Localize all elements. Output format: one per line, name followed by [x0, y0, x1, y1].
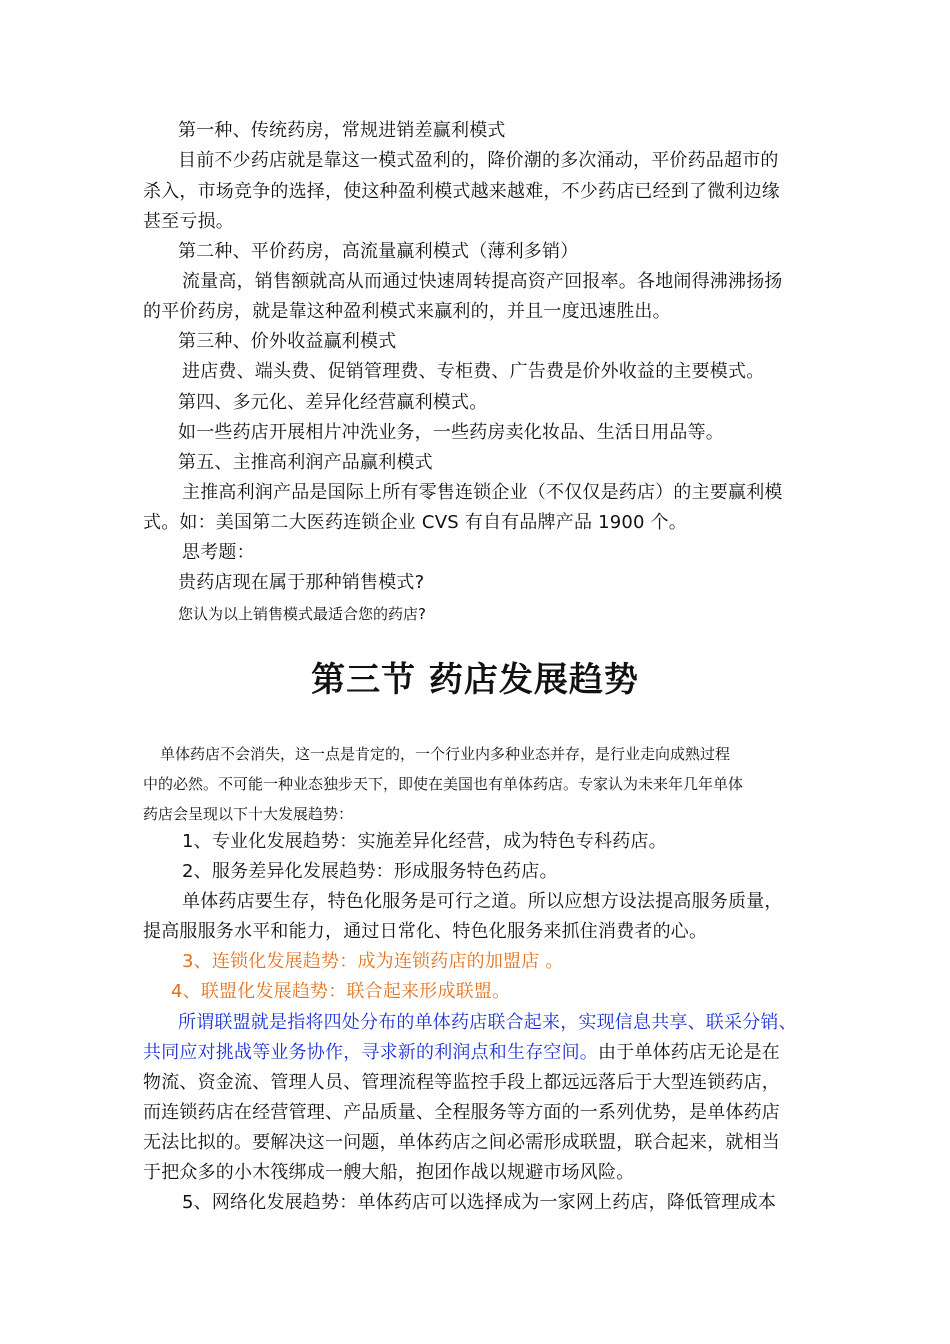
- model5-heading: 第五、主推高利润产品赢利模式: [178, 452, 433, 473]
- model1-body-line1: 目前不少药店就是靠这一模式盈利的，降价潮的多次涌动，平价药品超市的: [178, 150, 779, 171]
- model2-body-line2: 的平价药房，就是靠这种盈利模式来赢利的，并且一度迅速胜出。: [143, 301, 671, 322]
- intro-line2: 中的必然。不可能一种业态独步天下，即使在美国也有单体药店。专家认为未来年几年单体: [143, 775, 744, 793]
- trend4-mixed-line: [143, 1040, 780, 1066]
- model2-body-line1: 流量高，销售额就高从而通过快速周转提高资产回报率。各地闹得沸沸扬扬: [182, 271, 783, 292]
- trend-5: 5、网络化发展趋势：单体药店可以选择成为一家网上药店，降低管理成本: [182, 1192, 777, 1213]
- model1-body-line2: 杀入，市场竞争的选择，使这种盈利模式越来越难，不少药店已经到了微利边缘: [143, 181, 780, 202]
- trend4-body-line4: 于把众多的小木筏绑成一艘大船，抱团作战以规避市场风险。: [143, 1162, 635, 1183]
- intro-line1: 单体药店不会消失，这一点是肯定的，一个行业内多种业态并存，是行业走向成熟过程: [160, 745, 731, 763]
- trend4-blue-line1: 所谓联盟就是指将四处分布的单体药店联合起来，实现信息共享、联采分销、: [178, 1012, 797, 1033]
- trend2-body-line1: 单体药店要生存，特色化服务是可行之道。所以应想方设法提高服务质量，: [182, 891, 783, 912]
- model2-heading: 第二种、平价药房，高流量赢利模式（薄利多销）: [178, 241, 579, 262]
- model3-heading: 第三种、价外收益赢利模式: [178, 331, 397, 352]
- question-1: 贵药店现在属于那种销售模式?: [178, 572, 425, 593]
- model4-body: 如一些药店开展相片冲洗业务，一些药房卖化妆品、生活日用品等。: [178, 422, 724, 443]
- model5-body-line2: 式。如：美国第二大医药连锁企业 CVS 有自有品牌产品 1900 个。: [143, 512, 688, 533]
- trend4-black-line2: 由于单体药店无论是在: [598, 1042, 780, 1063]
- trend4-body-line2: 而连锁药店在经营管理、产品质量、全程服务等方面的一系列优势，是单体药店: [143, 1102, 780, 1123]
- model1-heading: 第一种、传统药房，常规进销差赢利模式: [178, 120, 506, 141]
- think-label: 思考题：: [182, 542, 255, 563]
- trend-2: 2、服务差异化发展趋势：形成服务特色药店。: [182, 861, 558, 882]
- trend4-blue-line2: 共同应对挑战等业务协作，寻求新的利润点和生存空间。: [143, 1042, 598, 1063]
- section-title: 第三节 药店发展趋势: [311, 660, 639, 700]
- model3-body: 进店费、端头费、促销管理费、专柜费、广告费是价外收益的主要模式。: [182, 361, 765, 382]
- trend-3: 3、连锁化发展趋势：成为连锁药店的加盟店 。: [182, 951, 564, 972]
- intro-line3: 药店会呈现以下十大发展趋势：: [143, 805, 354, 823]
- trend2-body-line2: 提高服服务水平和能力，通过日常化、特色化服务来抓住消费者的心。: [143, 921, 708, 942]
- model1-body-line3: 甚至亏损。: [143, 211, 234, 232]
- trend-1: 1、专业化发展趋势：实施差异化经营，成为特色专科药店。: [182, 831, 667, 852]
- trend4-body-line3: 无法比拟的。要解决这一问题，单体药店之间必需形成联盟，联合起来，就相当: [143, 1132, 780, 1153]
- trend4-body-line1: 物流、资金流、管理人员、管理流程等监控手段上都远远落后于大型连锁药店，: [143, 1072, 780, 1093]
- model5-body-line1: 主推高利润产品是国际上所有零售连锁企业（不仅仅是药店）的主要赢利模: [182, 482, 783, 503]
- trend-4: 4、联盟化发展趋势：联合起来形成联盟。: [171, 981, 511, 1002]
- model4-heading: 第四、多元化、差异化经营赢利模式。: [178, 392, 488, 413]
- question-2: 您认为以上销售模式最适合您的药店?: [178, 605, 426, 623]
